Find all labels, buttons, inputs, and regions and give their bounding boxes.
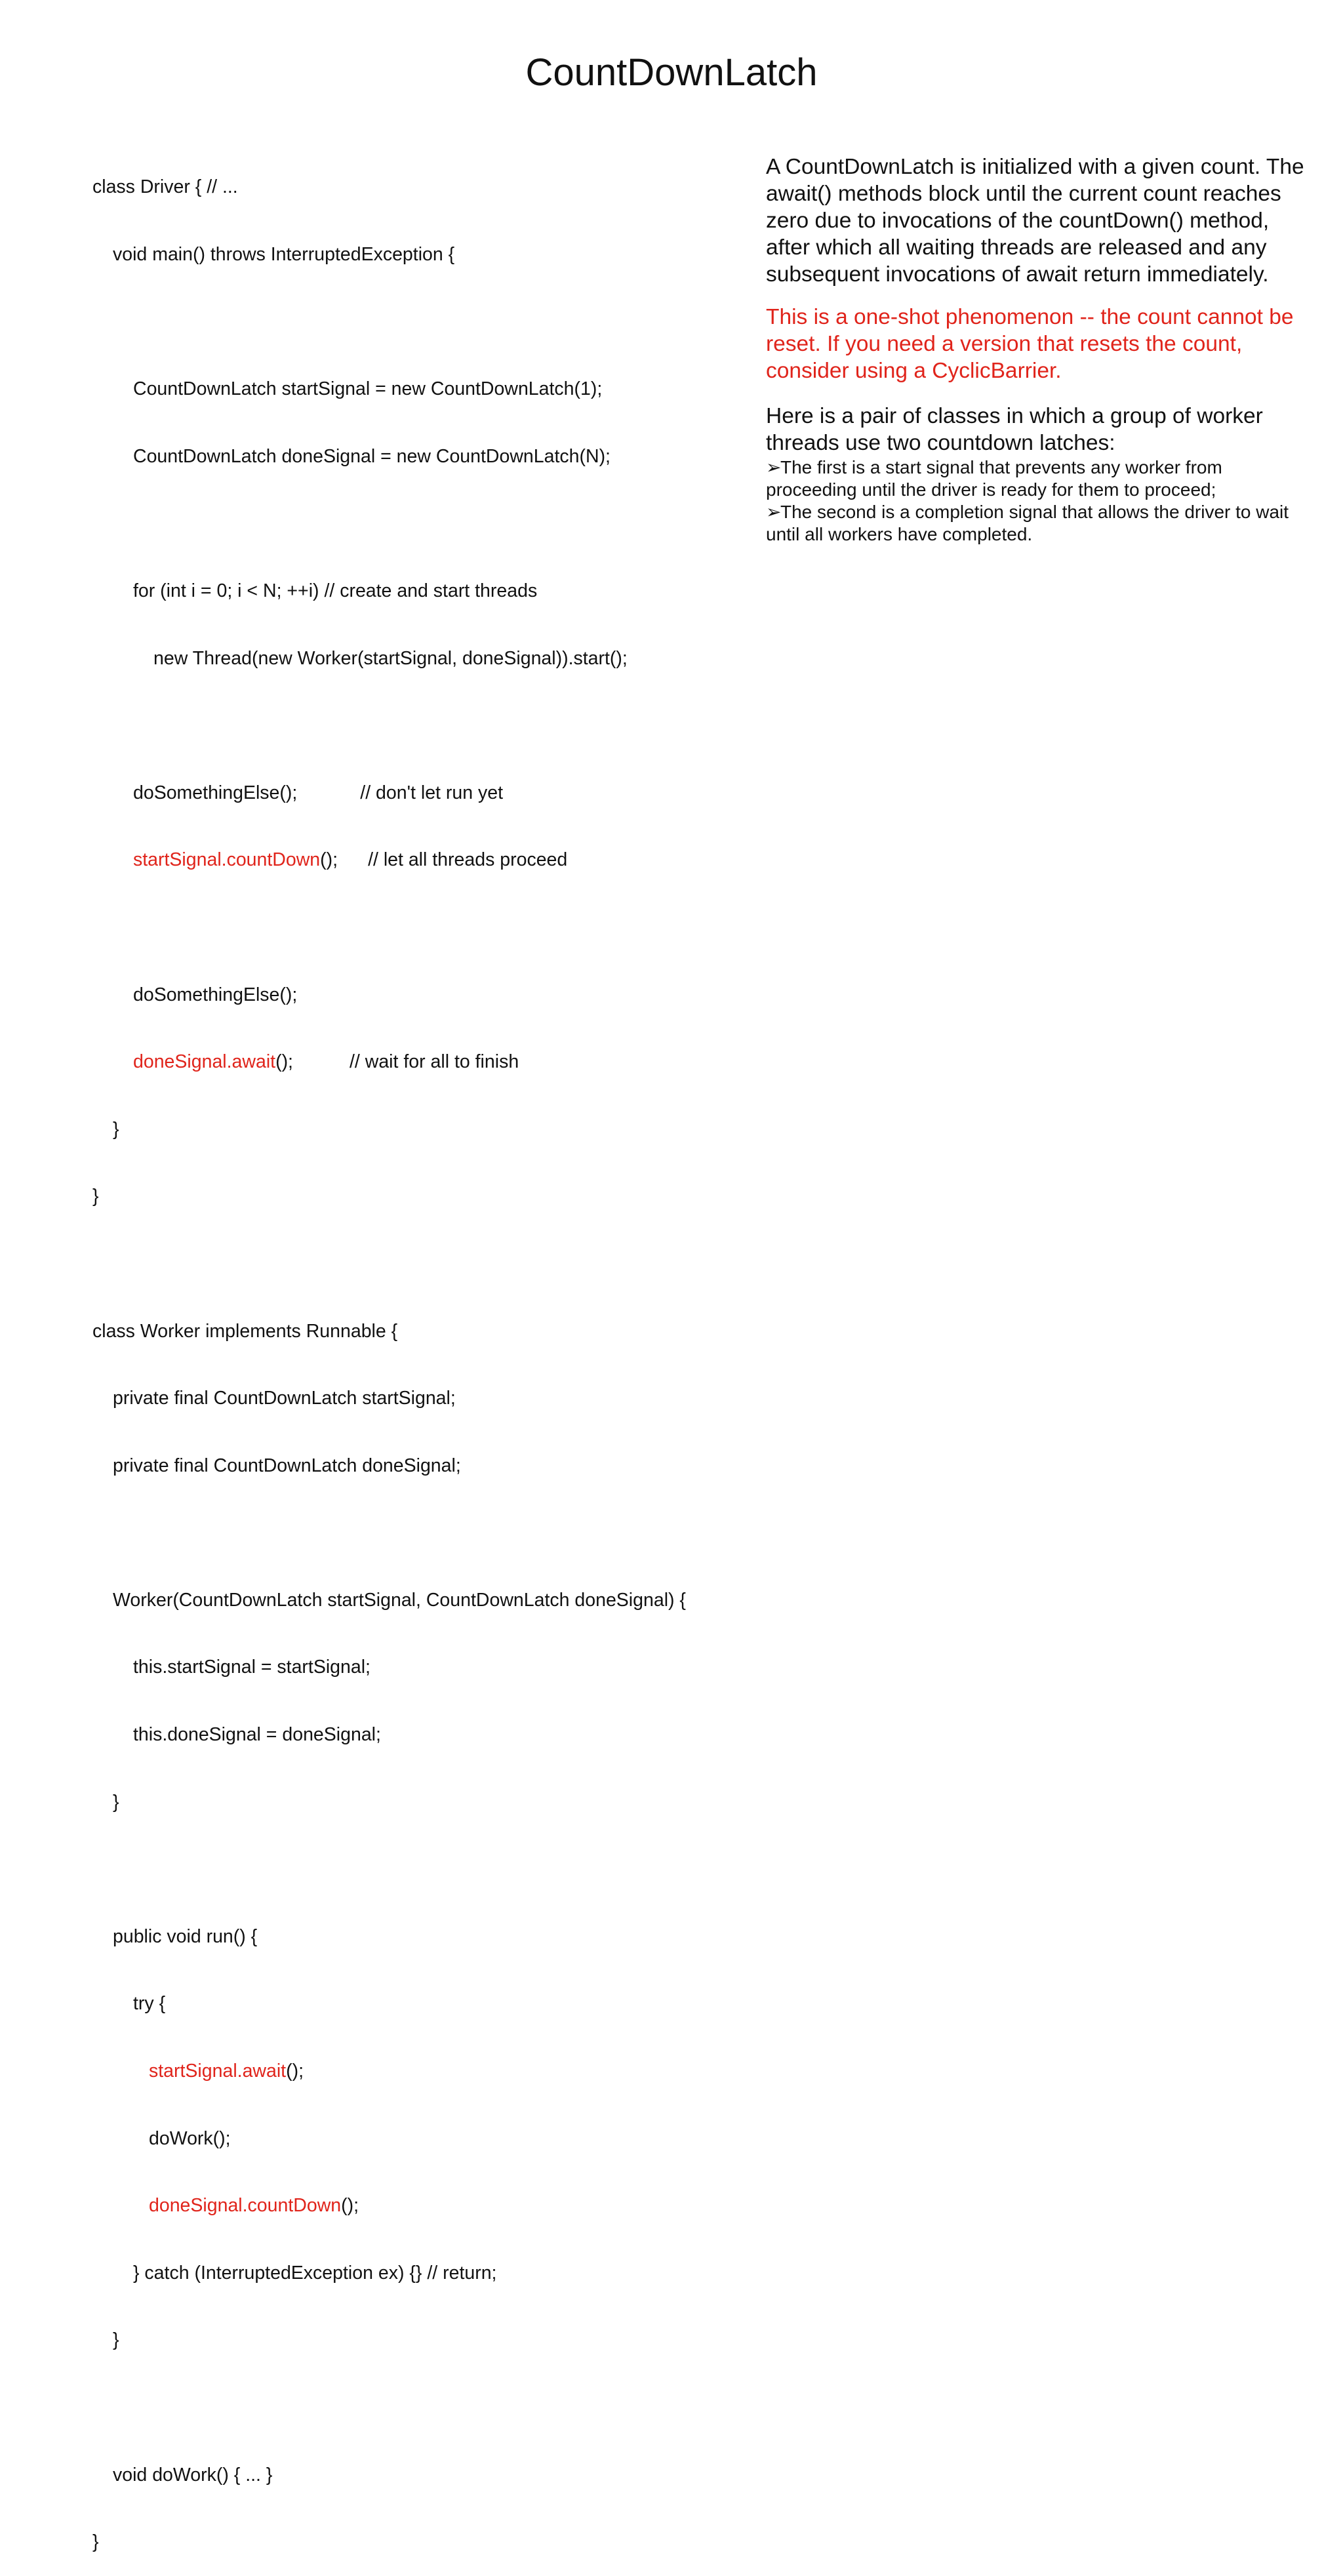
code-statement: (); [341, 2195, 359, 2217]
code-line: } [92, 2531, 99, 2553]
code-line [92, 2060, 722, 2082]
code-line: void main() throws InterruptedException { [113, 244, 455, 265]
code-line: private final CountDownLatch doneSignal; [113, 1455, 461, 1476]
highlighted-call: doneSignal.countDown [149, 2195, 342, 2217]
code-line [92, 2194, 722, 2217]
description-panel [766, 153, 1317, 546]
warning-paragraph: This is a one-shot phenomenon -- the count cannot be reset. If you need a version that resets the count, consider using a CyclicBarrier. [766, 305, 1294, 383]
code-line: } [113, 2329, 119, 2351]
code-line: this.doneSignal = doneSignal; [133, 1724, 381, 1746]
code-line: } [113, 1118, 119, 1140]
bullet-text: The first is a start signal that prevents any worker from proceeding until the driver is ready for them to proceed; [766, 457, 1222, 500]
arrow-bullet-icon: ➢ [766, 457, 782, 477]
code-line: } [113, 1791, 119, 1813]
code-line: public void run() { [113, 1925, 258, 1947]
list-item [766, 501, 1317, 546]
bullet-text: The second is a completion signal that allows the driver to wait until all workers have completed. [766, 502, 1289, 544]
code-line [92, 849, 722, 871]
code-comment: // don't let run yet [360, 782, 504, 803]
code-line: } [92, 1186, 99, 1207]
code-line: } catch (InterruptedException ex) {} // return; [133, 2262, 497, 2284]
code-statement: doSomethingElse(); [133, 782, 298, 803]
highlighted-call: startSignal.countDown [133, 849, 321, 871]
highlighted-call: doneSignal.await [133, 1051, 276, 1073]
code-comment: // wait for all to finish [349, 1051, 519, 1073]
code-line: try { [133, 1993, 166, 2015]
code-line: CountDownLatch doneSignal = new CountDownLatch(N); [133, 445, 611, 467]
code-line: new Thread(new Worker(startSignal, doneSignal)).start(); [153, 647, 628, 669]
list-item [766, 456, 1317, 501]
code-line: class Worker implements Runnable { [92, 1320, 398, 1342]
highlighted-call: startSignal.await [149, 2061, 287, 2082]
code-line: doSomethingElse(); [133, 984, 298, 1005]
code-line: CountDownLatch startSignal = new CountDownLatch(1); [133, 378, 603, 400]
code-line: void doWork() { ... } [113, 2464, 273, 2485]
slide-title: CountDownLatch [525, 51, 818, 94]
code-statement: (); [286, 2061, 304, 2082]
code-statement: (); [275, 1051, 293, 1073]
code-line [92, 782, 722, 804]
code-line: doWork(); [149, 2127, 231, 2149]
code-line: this.startSignal = startSignal; [133, 1657, 371, 1678]
arrow-bullet-icon: ➢ [766, 502, 782, 522]
code-block [92, 131, 722, 2576]
code-line [92, 1051, 722, 1073]
code-comment: // let all threads proceed [368, 849, 568, 871]
code-line: private final CountDownLatch startSignal; [113, 1388, 456, 1409]
bullet-list [766, 456, 1317, 546]
intro-paragraph: A CountDownLatch is initialized with a given count. The await() methods block until the current count reaches zero due to invocations of the countDown() method, after which all waiting threads are released and any subsequent invocations of await return immediately. [766, 155, 1304, 287]
code-line: class Driver { // ... [92, 176, 238, 198]
code-line: Worker(CountDownLatch startSignal, CountDownLatch doneSignal) { [113, 1589, 686, 1611]
classes-paragraph: Here is a pair of classes in which a group of worker threads use two countdown latches: [766, 404, 1263, 455]
code-line: for (int i = 0; i < N; ++i) // create and start threads [133, 580, 538, 601]
code-statement: (); [320, 849, 338, 871]
